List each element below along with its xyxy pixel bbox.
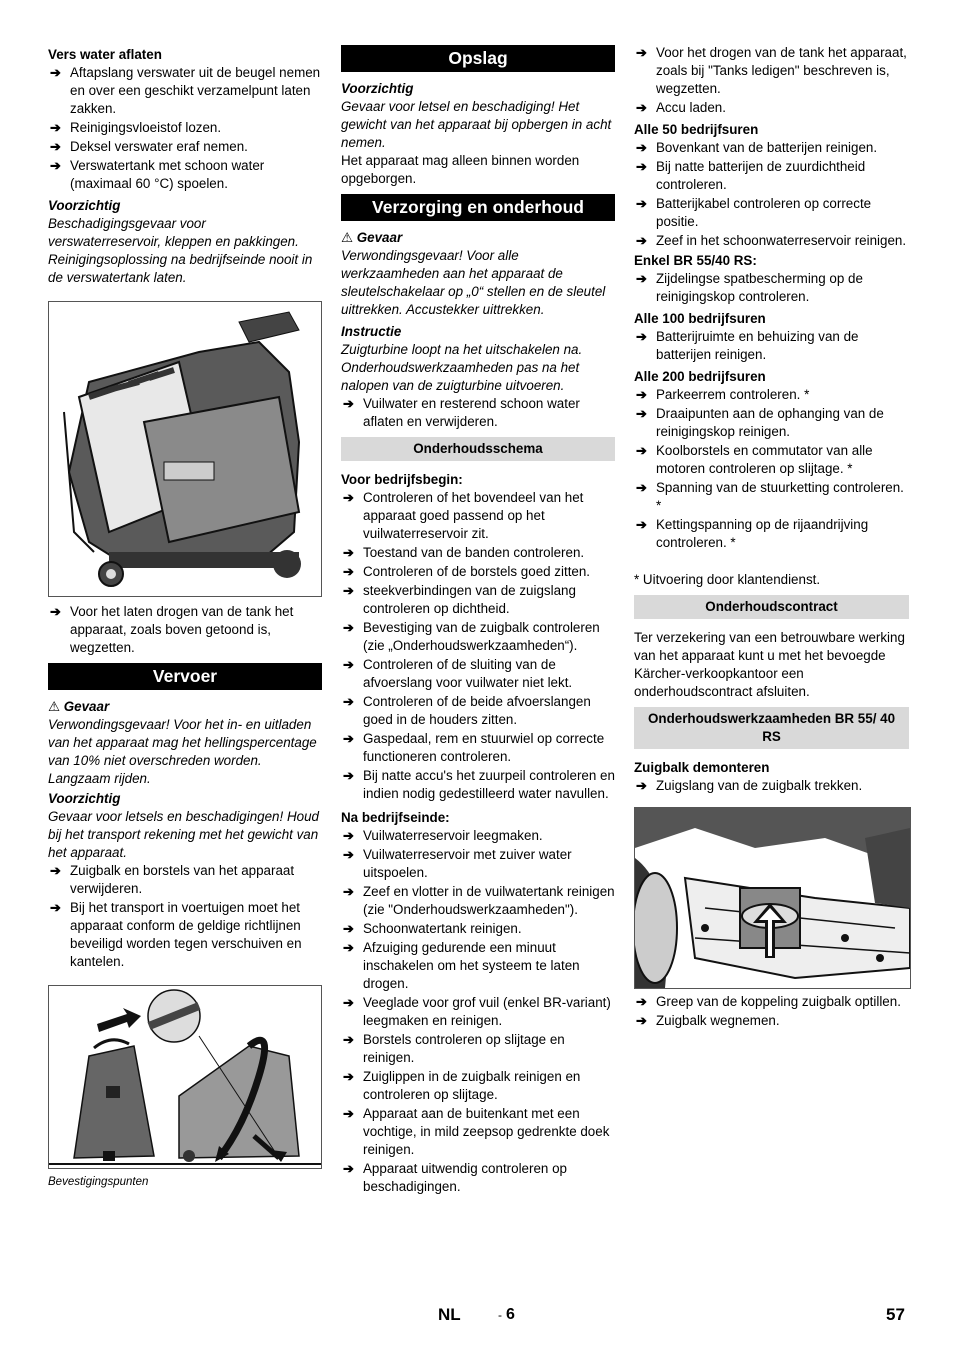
caution-label-2: Voorzichtig [48, 791, 121, 806]
figure-machine-drying [48, 301, 322, 597]
warning-triangle-icon: ⚠ [341, 230, 354, 245]
list-item: ➔ Vuilwater en resterend schoon water aflaten en verwijderen. [341, 395, 615, 431]
danger-label [48, 698, 322, 716]
footer-dash: - [498, 1308, 502, 1322]
section-title-200h: Alle 200 bedrijfsuren [634, 369, 766, 384]
section-title-bedrijfseinde: Na bedrijfseinde: [341, 810, 450, 825]
list-item: ➔ Verswatertank met schoon water (maximaal 60 °C) spoelen. [48, 157, 322, 193]
list-item: ➔ Zeef in het schoonwaterreservoir reinigen. [634, 232, 909, 250]
list-item: ➔ steekverbindingen van de zuigslang controleren op dichtheid. [341, 582, 615, 618]
list-item: ➔ Draaipunten aan de ophanging van de reinigingskop reinigen. [634, 405, 909, 441]
list-item: ➔ Apparaat aan de buitenkant met een vochtige, in mild zeepsop gedrenkte doek reinigen. [341, 1105, 615, 1159]
column-right [634, 44, 909, 1031]
list-item: ➔ Bevestiging van de zuigbalk controleren (zie „Onderhoudswerkzaamheden“). [341, 619, 615, 655]
list-item: ➔ Bovenkant van de batterijen reinigen. [634, 139, 909, 157]
list-item: ➔ Borstels controleren op slijtage en reinigen. [341, 1031, 615, 1067]
list-item: ➔ Voor het drogen van de tank het apparaat, zoals bij "Tanks ledigen" beschreven is, wegzetten. [634, 44, 909, 98]
fastening-points-illustration [49, 986, 321, 1168]
caution-text-opslag: Gevaar voor letsel en beschadiging! Het gewicht van het apparaat bij opbergen in acht nemen. [341, 99, 612, 150]
machine-drying-illustration [49, 302, 321, 596]
list-item: ➔ Zuigbalk en borstels van het apparaat verwijderen. [48, 862, 322, 898]
instructie-text: Zuigturbine loopt na het uitschakelen na. Onderhoudswerkzaamheden pas na het nalopen van de zuigturbine uitvoeren. [341, 342, 583, 393]
list-item: ➔ Vuilwaterreservoir met zuiver water uitspoelen. [341, 846, 615, 882]
heading-vervoer: Vervoer [48, 663, 322, 690]
list-item: ➔ Bij natte accu's het zuurpeil controleren en indien nodig gedestilleerd water navullen. [341, 767, 615, 803]
list-item: ➔ Apparaat uitwendig controleren op beschadigingen. [341, 1160, 615, 1196]
contract-text: Ter verzekering van een betrouwbare werking van het apparaat kunt u met het bevoegde Kärcher-verkoopkantoor een onderhoudscontract afsluiten. [634, 630, 905, 699]
section-title-100h: Alle 100 bedrijfsuren [634, 311, 766, 326]
list-item: ➔ Controleren of het bovendeel van het apparaat goed passend op het vuilwaterreservoir zit. [341, 489, 615, 543]
list-item: ➔ Bij natte batterijen de zuurdichtheid controleren. [634, 158, 909, 194]
list-item: ➔ Reinigingsvloeistof lozen. [48, 119, 322, 137]
heading-onderhoudswerkzaamheden: Onderhoudswerkzaamheden BR 55/ 40 RS [634, 707, 909, 749]
heading-onderhoudsschema: Onderhoudsschema [341, 437, 615, 461]
section-title-br: Enkel BR 55/40 RS: [634, 253, 757, 268]
list-item: ➔ Zeef en vlotter in de vuilwatertank reinigen (zie "Onderhoudswerkzaamheden"). [341, 883, 615, 919]
list-item: ➔ Controleren of de sluiting van de afvoerslang voor vuilwater niet lekt. [341, 656, 615, 692]
warning-triangle-icon: ⚠ [48, 699, 61, 714]
caution-text-2: Gevaar voor letsels en beschadigingen! Houd bij het transport rekening met het gewicht van het apparaat. [48, 809, 319, 860]
heading-verzorging: Verzorging en onderhoud [341, 194, 615, 221]
opslag-text: Het apparaat mag alleen binnen worden opgeborgen. [341, 153, 580, 186]
list-item: ➔ Zijdelingse spatbescherming op de reinigingskop controleren. [634, 270, 909, 306]
list-item: ➔ Spanning van de stuurketting controleren. * [634, 479, 909, 515]
list-after-coupling [634, 993, 909, 1030]
list-item: ➔ Afzuiging gedurende een minuut inschakelen om het systeem te laten drogen. [341, 939, 615, 993]
list-vervoer [48, 862, 322, 971]
section-title-vers-water: Vers water aflaten [48, 47, 162, 62]
figure-zuigbalk-coupling [634, 807, 911, 989]
list-top [634, 44, 909, 117]
list-after-figure [48, 603, 322, 657]
list-item: ➔ Vuilwaterreservoir leegmaken. [341, 827, 615, 845]
list-item: ➔ Bij het transport in voertuigen moet het apparaat conform de geldige richtlijnen beveiligd worden tegen verschuiven en kantelen. [48, 899, 322, 971]
list-item: ➔ Gaspedaal, rem en stuurwiel op correcte functioneren controleren. [341, 730, 615, 766]
list-item: ➔ Koolborstels en commutator van alle motoren controleren op slijtage. * [634, 442, 909, 478]
list-br [634, 270, 909, 306]
danger-label-verzorging [341, 229, 615, 247]
list-item: ➔ Controleren of de borstels goed zitten. [341, 563, 615, 581]
page-footer [0, 1306, 954, 1328]
danger-label-text: Gevaar [356, 230, 403, 245]
figure-fastening-points [48, 985, 322, 1169]
footnote: * Uitvoering door klantendienst. [634, 572, 821, 587]
list-item: ➔ Deksel verswater eraf nemen. [48, 138, 322, 156]
section-title-50h: Alle 50 bedrijfsuren [634, 122, 759, 137]
danger-label-text: Gevaar [63, 699, 110, 714]
list-zuigbalk [634, 777, 909, 795]
caution-text: Beschadigingsgevaar voor verswaterreservoir, kleppen en pakkingen. Reinigingsoplossing na bedrijfseinde nooit in de verswatertank laten. [48, 216, 313, 285]
list-item: ➔ Veeglade voor grof vuil (enkel BR-variant) leegmaken en reinigen. [341, 994, 615, 1030]
list-bedrijfseinde [341, 827, 615, 1196]
list-item: ➔ Toestand van de banden controleren. [341, 544, 615, 562]
list-instructie [341, 395, 615, 431]
column-middle [341, 44, 615, 1197]
instructie-label: Instructie [341, 324, 402, 339]
list-item: ➔ Schoonwatertank reinigen. [341, 920, 615, 938]
column-left [48, 44, 322, 1191]
list-item: ➔ Kettingspanning op de rijaandrijving controleren. * [634, 516, 909, 552]
list-item: ➔ Voor het laten drogen van de tank het apparaat, zoals boven getoond is, wegzetten. [48, 603, 322, 657]
list-item: ➔ Batterijkabel controleren op correcte positie. [634, 195, 909, 231]
heading-opslag: Opslag [341, 45, 615, 72]
list-item: ➔ Zuigbalk wegnemen. [634, 1012, 909, 1030]
caution-label-opslag: Voorzichtig [341, 81, 414, 96]
list-item: ➔ Parkeerrem controleren. * [634, 386, 909, 404]
caution-label: Voorzichtig [48, 198, 121, 213]
section-title-zuigbalk: Zuigbalk demonteren [634, 760, 770, 775]
footer-language: NL [438, 1305, 461, 1324]
list-vers-water [48, 64, 322, 193]
list-100h [634, 328, 909, 364]
list-item: ➔ Controleren of de beide afvoerslangen goed in de houders zitten. [341, 693, 615, 729]
footer-section-page: 6 [506, 1306, 515, 1323]
list-item: ➔ Accu laden. [634, 99, 909, 117]
list-item: ➔ Zuiglippen in de zuigbalk reinigen en controleren op slijtage. [341, 1068, 615, 1104]
list-item: ➔ Greep van de koppeling zuigbalk optillen. [634, 993, 909, 1011]
danger-text: Verwondingsgevaar! Voor het in- en uitladen van het apparaat mag het hellingspercentage van 10% niet overschreden worden. Langzaam rijden. [48, 717, 317, 786]
list-50h [634, 139, 909, 250]
heading-onderhoudscontract: Onderhoudscontract [634, 595, 909, 619]
figure-caption: Bevestigingspunten [48, 1176, 149, 1188]
danger-text-verzorging: Verwondingsgevaar! Voor alle werkzaamheden aan het apparaat de sleutelschakelaar op „0“ stellen en de sleutel uittrekken. Accustekker uittrekken. [341, 248, 606, 317]
list-bedrijfsbegin [341, 489, 615, 803]
footer-page-number: 57 [886, 1305, 905, 1324]
list-item: ➔ Batterijruimte en behuizing van de batterijen reinigen. [634, 328, 909, 364]
list-item: ➔ Zuigslang van de zuigbalk trekken. [634, 777, 909, 795]
list-item: ➔ Aftapslang verswater uit de beugel nemen en over een geschikt verzamelpunt laten zakken. [48, 64, 322, 118]
zuigbalk-coupling-illustration [635, 808, 910, 988]
list-200h [634, 386, 909, 552]
section-title-bedrijfsbegin: Voor bedrijfsbegin: [341, 472, 463, 487]
